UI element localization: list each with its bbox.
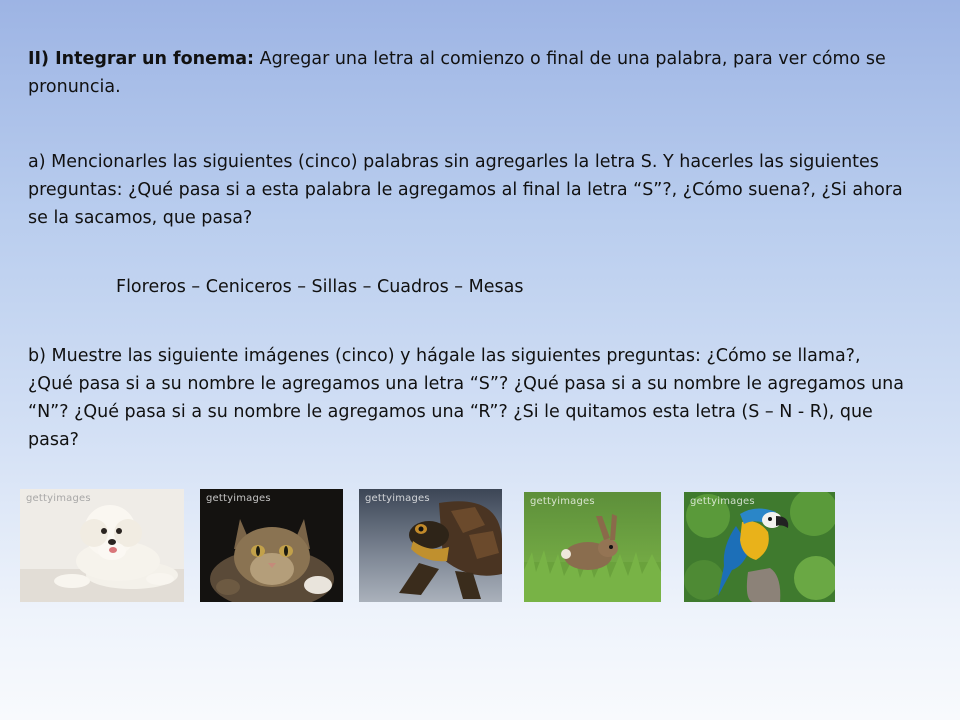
word-list: Floreros – Ceniceros – Sillas – Cuadros – Mesas: [116, 277, 524, 297]
section-text: Agregar una letra al comienzo o final de una palabra, para ver cómo se pronuncia.: [28, 49, 886, 97]
watermark: gettyimages: [365, 493, 430, 504]
dog-photo: [20, 489, 184, 602]
parrot-photo: [684, 492, 835, 602]
watermark: gettyimages: [26, 493, 91, 504]
item-a-paragraph: a) Mencionarles las siguientes (cinco) palabras sin agregarles la letra S. Y hacerles las siguientes preguntas: ¿Qué pasa si a esta palabra le agregamos al final la letra “S”?, ¿Cómo suena?, ¿Si ahora se la sacamos, que pasa?: [28, 152, 903, 228]
section-heading-paragraph: [28, 45, 908, 101]
cat-photo: [200, 489, 343, 602]
turtle-photo: [359, 489, 502, 602]
watermark: gettyimages: [206, 493, 271, 504]
watermark: gettyimages: [530, 496, 595, 507]
item-b-paragraph: b) Muestre las siguiente imágenes (cinco) y hágale las siguientes preguntas: ¿Cómo se llama?, ¿Qué pasa si a su nombre le agregamos una letra “S”? ¿Qué pasa si a su nombre le agregamos una “N”? ¿Qué pasa si a su nombre le agregamos una “R”? ¿Si le quitamos esta letra (S – N - R), que pasa?: [28, 346, 904, 450]
watermark: gettyimages: [690, 496, 755, 507]
rabbit-photo: [524, 492, 661, 602]
section-title: II) Integrar un fonema:: [28, 49, 255, 69]
